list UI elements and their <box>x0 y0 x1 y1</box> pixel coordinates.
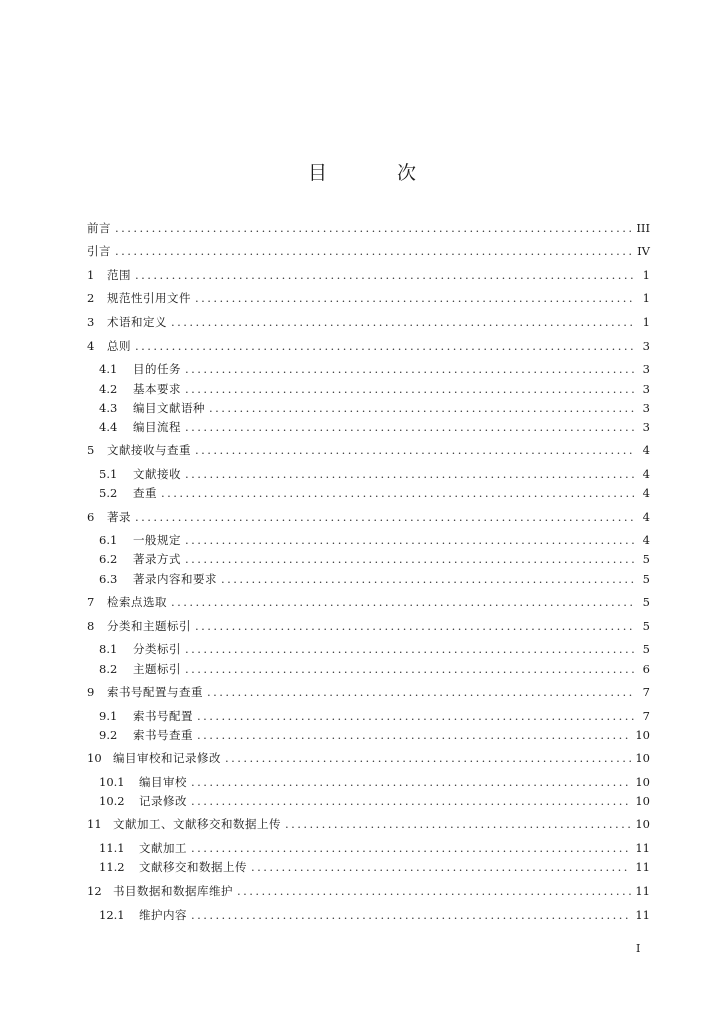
toc-entry-label: 记录修改 <box>139 794 187 808</box>
toc-entry-page: 4 <box>642 510 650 524</box>
toc-entry-number: 2 <box>87 291 95 305</box>
toc-entry-number: 3 <box>87 315 95 329</box>
toc-subentry <box>87 792 650 810</box>
toc-leader-dots <box>185 380 634 398</box>
toc-entry-label: 编目审校 <box>139 775 187 789</box>
toc-leader-dots <box>197 707 634 725</box>
toc-entry <box>87 289 650 307</box>
toc-leader-dots <box>197 726 631 744</box>
toc-leader-dots <box>185 640 634 658</box>
toc-entry-label: 文献加工 <box>139 841 187 855</box>
toc-entry-page: 11 <box>635 908 650 922</box>
toc-entry-page: 1 <box>642 315 650 329</box>
toc-entry-label: 检索点选取 <box>107 595 167 609</box>
toc-entry-number: 11 <box>87 817 102 831</box>
toc-entry-number: 7 <box>87 595 95 609</box>
toc-leader-dots <box>191 792 631 810</box>
toc-entry-page: 10 <box>635 775 650 789</box>
toc-entry-label: 分类和主题标引 <box>107 619 191 633</box>
toc-entry-label: 著录 <box>107 510 131 524</box>
toc-entry-page: 1 <box>642 268 650 282</box>
toc-leader-dots <box>237 882 631 900</box>
toc-leader-dots <box>135 266 634 284</box>
toc-entry <box>87 219 650 237</box>
toc-entry-page: 7 <box>642 685 650 699</box>
toc-entry-page: 3 <box>642 382 650 396</box>
toc-entry-page: 11 <box>635 841 650 855</box>
toc-entry-page: 11 <box>635 884 650 898</box>
toc-entry-number: 10.2 <box>99 794 125 808</box>
toc-leader-dots <box>209 399 634 417</box>
toc-entry-number: 5 <box>87 443 95 457</box>
toc-entry-label: 编目流程 <box>133 420 181 434</box>
toc-entry <box>87 266 650 284</box>
toc-entry-number: 4.1 <box>99 362 118 376</box>
toc-entry-label: 编目审校和记录修改 <box>113 751 221 765</box>
toc-entry-label: 一般规定 <box>133 533 181 547</box>
toc-entry-number: 11.2 <box>99 860 125 874</box>
toc-entry-label: 主题标引 <box>133 662 181 676</box>
toc-entry-page: 4 <box>642 533 650 547</box>
toc-entry-label: 维护内容 <box>139 908 187 922</box>
toc-entry-number: 4.3 <box>99 401 118 415</box>
toc-entry-label: 索书号查重 <box>133 728 193 742</box>
toc-subentry <box>87 360 650 378</box>
toc-leader-dots <box>185 465 634 483</box>
toc-entry-label: 文献加工、文献移交和数据上传 <box>113 817 281 831</box>
toc-entry-page: IV <box>637 244 650 258</box>
toc-entry-label: 索书号配置与查重 <box>107 685 203 699</box>
toc-leader-dots <box>171 593 634 611</box>
toc-subentry <box>87 399 650 417</box>
toc-entry-number: 8.1 <box>99 642 118 656</box>
toc-leader-dots <box>207 683 634 701</box>
toc-entry-label: 规范性引用文件 <box>107 291 191 305</box>
toc-entry-page: 10 <box>635 817 650 831</box>
toc-entry-label: 文献接收 <box>133 467 181 481</box>
toc-subentry <box>87 858 650 876</box>
toc-leader-dots <box>285 815 631 833</box>
toc-entry-number: 9 <box>87 685 95 699</box>
toc-entry-label: 目的任务 <box>133 362 181 376</box>
toc-entry-page: 5 <box>642 619 650 633</box>
toc-subentry <box>87 531 650 549</box>
toc-entry-page: 4 <box>642 486 650 500</box>
toc-leader-dots <box>185 550 634 568</box>
toc-entry-number: 11.1 <box>99 841 125 855</box>
toc-entry <box>87 441 650 459</box>
toc-entry-label: 书目数据和数据库维护 <box>113 884 233 898</box>
toc-entry-number: 8.2 <box>99 662 118 676</box>
toc-subentry <box>87 660 650 678</box>
toc-entry-label: 文献移交和数据上传 <box>139 860 247 874</box>
toc-entry-number: 5.1 <box>99 467 118 481</box>
toc-subentry <box>87 550 650 568</box>
toc-leader-dots <box>195 289 634 307</box>
toc-entry-page: 3 <box>642 420 650 434</box>
toc-leader-dots <box>135 508 634 526</box>
toc-entry-page: 4 <box>642 443 650 457</box>
table-of-contents <box>87 0 650 1024</box>
toc-entry-page: 5 <box>642 572 650 586</box>
toc-leader-dots <box>115 219 632 237</box>
toc-subentry <box>87 418 650 436</box>
toc-entry <box>87 617 650 635</box>
page-number: I <box>636 942 641 955</box>
toc-entry-number: 4.4 <box>99 420 118 434</box>
toc-entry-number: 12 <box>87 884 102 898</box>
toc-entry-number: 9.2 <box>99 728 118 742</box>
toc-entry-number: 6.3 <box>99 572 118 586</box>
toc-entry <box>87 683 650 701</box>
toc-leader-dots <box>195 617 634 635</box>
toc-leader-dots <box>115 242 633 260</box>
toc-entry-page: 5 <box>642 642 650 656</box>
toc-subentry <box>87 773 650 791</box>
toc-entry-label: 著录方式 <box>133 552 181 566</box>
toc-leader-dots <box>185 360 634 378</box>
page-title: 目 次 <box>307 162 449 184</box>
toc-entry-number: 10.1 <box>99 775 125 789</box>
toc-subentry <box>87 726 650 744</box>
toc-leader-dots <box>191 839 631 857</box>
toc-entry-page: 4 <box>642 467 650 481</box>
toc-entry <box>87 882 650 900</box>
toc-entry-number: 9.1 <box>99 709 118 723</box>
toc-entry <box>87 815 650 833</box>
toc-leader-dots <box>195 441 634 459</box>
toc-entry-page: 6 <box>642 662 650 676</box>
toc-leader-dots <box>251 858 631 876</box>
toc-entry-page: 11 <box>635 860 650 874</box>
toc-subentry <box>87 465 650 483</box>
toc-leader-dots <box>225 749 631 767</box>
toc-entry <box>87 749 650 767</box>
toc-entry <box>87 508 650 526</box>
toc-leader-dots <box>171 313 634 331</box>
toc-subentry <box>87 380 650 398</box>
toc-entry-number: 6.1 <box>99 533 118 547</box>
toc-entry-number: 10 <box>87 751 102 765</box>
toc-entry-number: 6 <box>87 510 95 524</box>
toc-subentry <box>87 570 650 588</box>
toc-entry-page: 3 <box>642 339 650 353</box>
toc-entry-number: 6.2 <box>99 552 118 566</box>
toc-leader-dots <box>185 660 634 678</box>
toc-leader-dots <box>185 418 634 436</box>
toc-entry-label: 索书号配置 <box>133 709 193 723</box>
toc-leader-dots <box>185 531 634 549</box>
toc-entry-label: 查重 <box>133 486 157 500</box>
toc-entry-page: 7 <box>642 709 650 723</box>
toc-entry <box>87 593 650 611</box>
toc-entry-page: 3 <box>642 362 650 376</box>
toc-entry-label: 著录内容和要求 <box>133 572 217 586</box>
toc-entry-number: 4.2 <box>99 382 118 396</box>
toc-entry-page: 3 <box>642 401 650 415</box>
toc-entry-page: 5 <box>642 595 650 609</box>
toc-entry-number: 1 <box>87 268 95 282</box>
toc-entry-label: 范围 <box>107 268 131 282</box>
toc-entry-label: 编目文献语种 <box>133 401 205 415</box>
toc-entry-label: 术语和定义 <box>107 315 167 329</box>
toc-leader-dots <box>135 337 634 355</box>
toc-entry-number: 5.2 <box>99 486 118 500</box>
toc-entry-label: 引言 <box>87 244 111 258</box>
toc-leader-dots <box>191 906 631 924</box>
toc-entry-page: 10 <box>635 794 650 808</box>
toc-entry-label: 基本要求 <box>133 382 181 396</box>
toc-subentry <box>87 906 650 924</box>
toc-entry-page: 10 <box>635 728 650 742</box>
toc-entry-page: III <box>636 221 650 235</box>
toc-entry-label: 前言 <box>87 221 111 235</box>
toc-leader-dots <box>221 570 634 588</box>
toc-entry-label: 文献接收与查重 <box>107 443 191 457</box>
toc-entry <box>87 242 650 260</box>
toc-entry-number: 4 <box>87 339 95 353</box>
toc-entry-number: 12.1 <box>99 908 125 922</box>
toc-entry-number: 8 <box>87 619 95 633</box>
toc-entry-page: 5 <box>642 552 650 566</box>
toc-entry-label: 总则 <box>107 339 131 353</box>
toc-subentry <box>87 484 650 502</box>
toc-subentry <box>87 707 650 725</box>
toc-entry-page: 10 <box>635 751 650 765</box>
toc-entry <box>87 313 650 331</box>
toc-subentry <box>87 640 650 658</box>
toc-subentry <box>87 839 650 857</box>
toc-entry <box>87 337 650 355</box>
toc-entry-label: 分类标引 <box>133 642 181 656</box>
toc-leader-dots <box>161 484 634 502</box>
toc-entry-page: 1 <box>642 291 650 305</box>
toc-leader-dots <box>191 773 631 791</box>
